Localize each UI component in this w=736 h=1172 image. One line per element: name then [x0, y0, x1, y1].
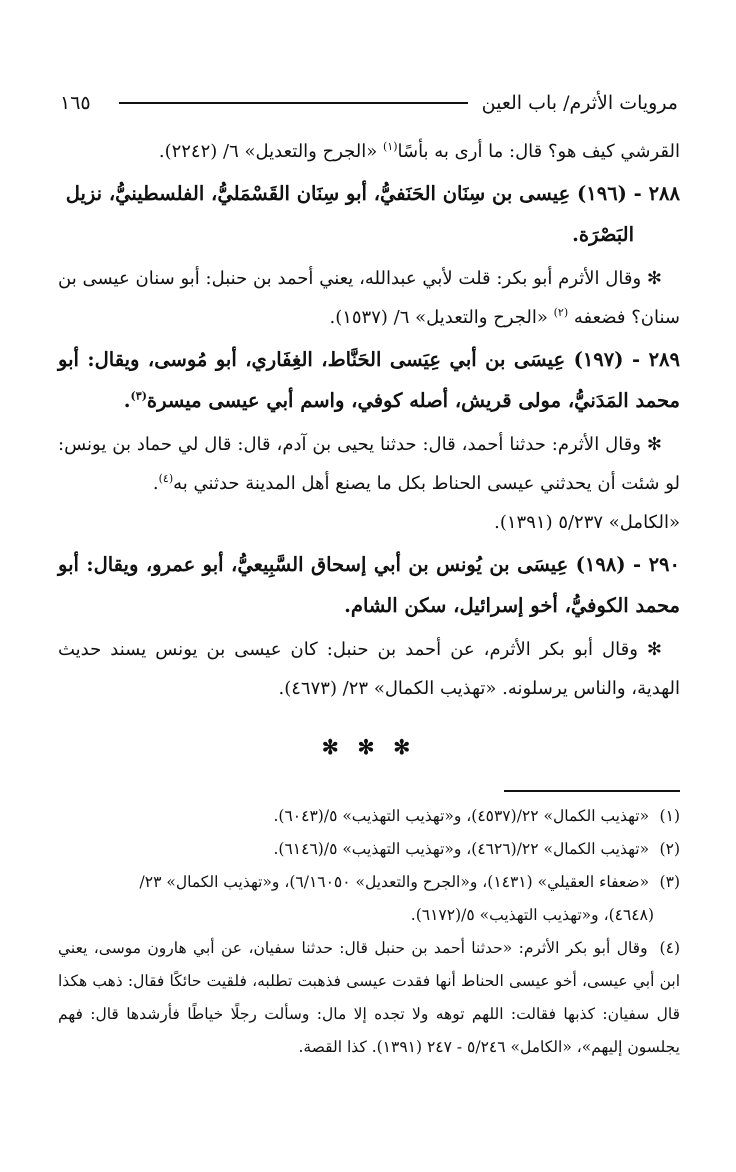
section-separator: ✻ ✻ ✻: [321, 735, 417, 759]
footnote-ref-4: (٤): [158, 472, 174, 485]
footnote-3: (٣) «ضعفاء العقيلي» (١٤٣١)، و«الجرح والتعديل» ٦/١٦٠٥٠)، و«تهذيب الكمال» ٢٣/ (٤٦٤٨)، و«تهذيب التهذيب» ٥/(٦١٧٢).: [139, 873, 680, 924]
footnote-2: (٢) «تهذيب الكمال» ٢٢/(٤٦٢٦)، و«تهذيب التهذيب» ٥/(٦١٤٦).: [273, 840, 680, 858]
running-header: [60, 88, 678, 118]
footnote-1: (١) «تهذيب الكمال» ٢٢/(٤٥٣٧)، و«تهذيب التهذيب» ٥/(٦٠٤٣).: [273, 807, 680, 825]
footnotes: [58, 800, 680, 1064]
footnote-ref-3: (٣): [130, 389, 147, 403]
footnote-ref-1: (١): [382, 140, 398, 153]
paragraph-290: ✻ وقال أبو بكر الأثرم، عن أحمد بن حنبل: كان عيسى بن يونس يسند حديث الهدية، والناس يرسلونه. «تهذيب الكمال» ٢٣/ (٤٦٧٣).: [58, 639, 680, 699]
entry-290: ٢٩٠ - (١٩٨) عِيسَى بن يُونس بن أبي إسحاق السَّبِيعيُّ، أبو عمرو، ويقال: أبو محمد الكوفيُّ، أخو إسرائيل، سكن الشام.: [58, 553, 680, 617]
footnote-4: (٤) وقال أبو بكر الأثرم: «حدثنا أحمد بن حنبل قال: حدثنا سفيان، عن أبي هارون موسى، يعني ابن أبي عيسى، أخو عيسى الحناط أنها فقدت عيسى فذهبت تطلبه، فلقيت حائكًا فقال: ذهب هكذا قال سفيان: كذبها فقالت: اللهم توهه ولا تجده إلا مال: وسألت رجلًا خياطًا فأرشدها قال: فهم يجلسون إليهم»، «الكامل» ٥/٢٤٦ - ٢٤٧ (١٣٩١). كذا القصة.: [58, 939, 680, 1056]
header-rule: [119, 102, 468, 104]
main-text: [58, 132, 680, 767]
paragraph-289: ✻ وقال الأثرم: حدثنا أحمد، قال: حدثنا يحيى بن آدم، قال: قال لي حماد بن يونس: لو شئت أن يحدثني عيسى الحناط بكل ما يصنع أهل المدينة حدثني به$^{(٤)}$. «الكامل» ٥/٢٣٧ (١٣٩١).: [58, 434, 680, 533]
header-title: مرويات الأثرم/ باب العين: [481, 92, 678, 114]
footnote-ref-2: (٢): [553, 306, 569, 319]
paragraph-288: ✻ وقال الأثرم أبو بكر: قلت لأبي عبدالله، يعني أحمد بن حنبل: أبو سنان عيسى بن سنان؟ فضعفه $^{(٢)}$ «الجرح والتعديل» ٦/ (١٥٣٧).: [58, 268, 680, 328]
footnote-rule: [504, 790, 680, 792]
entry-288: ٢٨٨ - (١٩٦) عِيسى بن سِنَان الحَنَفيُّ، أبو سِنَان القَسْمَليُّ، الفلسطينيُّ، نزيل البَصْرَة.: [65, 182, 680, 246]
continuation-line: القرشي كيف هو؟ قال: ما أرى به بأسًا$^{(١)}$ «الجرح والتعديل» ٦/ (٢٢٤٢).: [158, 140, 680, 162]
page-number: ١٦٥: [60, 92, 91, 114]
source-citation: «الكامل» ٥/٢٣٧ (١٣٩١).: [494, 512, 680, 533]
entry-289: ٢٨٩ - (١٩٧) عِيسَى بن أبي عِيَسى الحَنَّاط، الغِفَاري، أبو مُوسى، ويقال: أبو محمد المَدَنيُّ، مولى قريش، أصله كوفي، واسم أبي عيسى ميسرة$^{(٣)}$.: [58, 348, 680, 412]
